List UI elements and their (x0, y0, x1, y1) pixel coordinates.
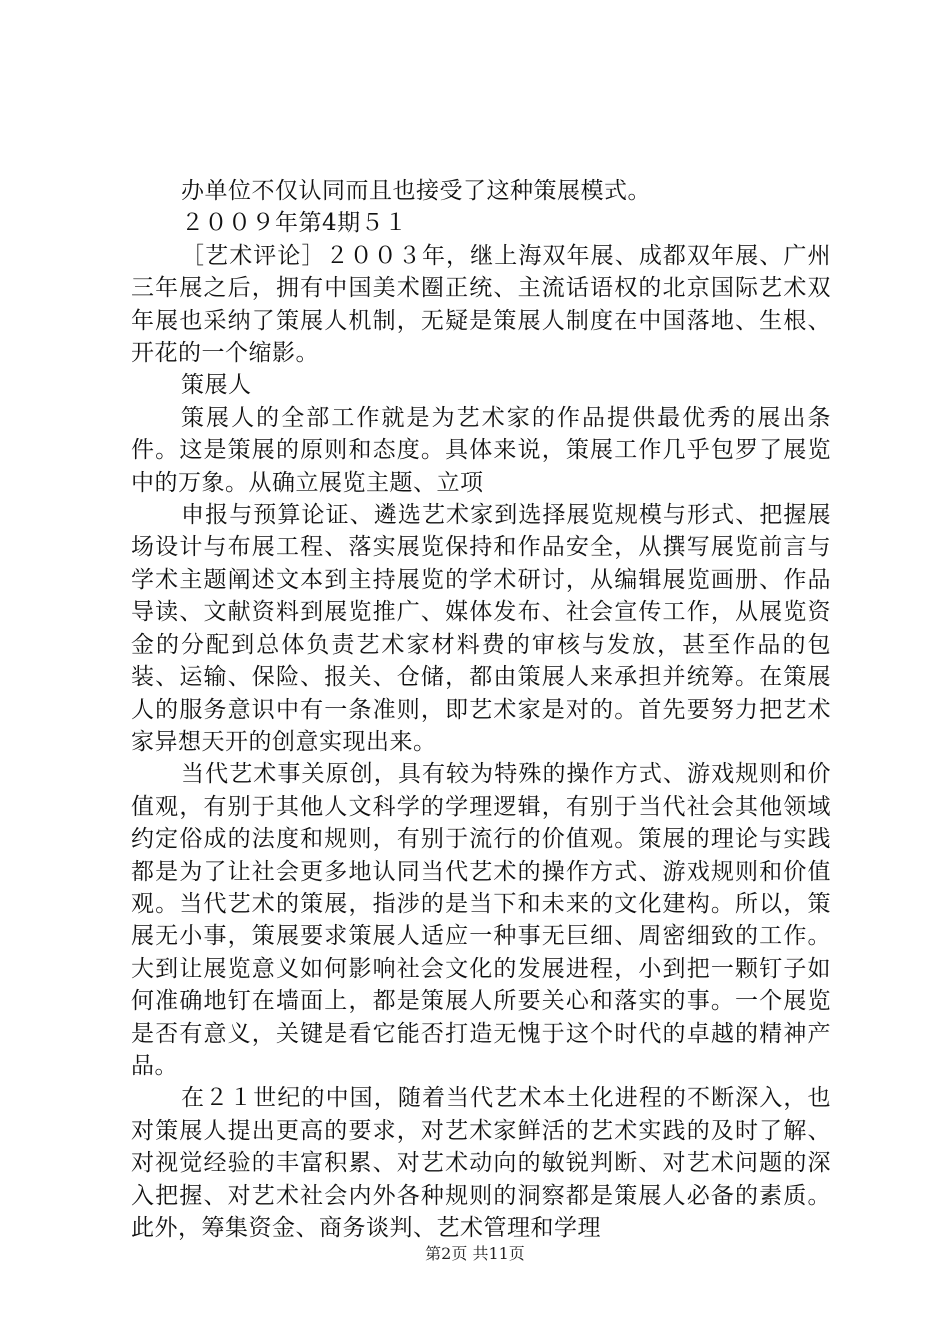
paragraph: ２００９年第4期５１ (181, 210, 408, 237)
paragraph: 申报与预算论证、遴选艺术家到选择展览规模与形式、把握展场设计与布展工程、落实展览保持和作品安全，从撰写展览前言与学术主题阐述文本到主持展览的学术研讨，从编辑展览画册、作品导读、文献资料到展览推广、媒体发布、社会宣传工作，从展览资金的分配到总体负责艺术家材料费的审核与发放，甚至作品的包装、运输、保险、报关、仓储，都由策展人来承担并统筹。在策展人的服务意识中有一条准则，即艺术家是对的。首先要努力把艺术家异想天开的创意实现出来。 (131, 502, 831, 755)
paragraph: 策展人的全部工作就是为艺术家的作品提供最优秀的展出条件。这是策展的原则和态度。具体来说，策展工作几乎包罗了展览中的万象。从确立展览主题、立项 (131, 404, 831, 496)
section-heading: 策展人 (181, 372, 252, 399)
paragraph: ［艺术评论］２００３年，继上海双年展、成都双年展、广州三年展之后，拥有中国美术圈正统、主流话语权的北京国际艺术双年展也采纳了策展人机制，无疑是策展人制度在中国落地、生根、开花的一个缩影。 (131, 242, 831, 367)
page-footer: 第2页 共11页 (425, 1244, 525, 1263)
paragraph: 当代艺术事关原创，具有较为特殊的操作方式、游戏规则和价值观，有别于其他人文科学的学理逻辑，有别于当代社会其他领域约定俗成的法度和规则，有别于流行的价值观。策展的理论与实践都是为了让社会更多地认同当代艺术的操作方式、游戏规则和价值观。当代艺术的策展，指涉的是当下和未来的文化建构。所以，策展无小事，策展要求策展人适应一种事无巨细、周密细致的工作。大到让展览意义如何影响社会文化的发展进程，小到把一颗钉子如何准确地钉在墙面上，都是策展人所要关心和落实的事。一个展览是否有意义，关键是看它能否打造无愧于这个时代的卓越的精神产品。 (131, 761, 831, 1079)
paragraph: 办单位不仅认同而且也接受了这种策展模式。 (181, 178, 651, 204)
body-text (131, 175, 831, 1244)
paragraph: 在２１世纪的中国，随着当代艺术本土化进程的不断深入，也对策展人提出更高的要求，对艺术家鲜活的艺术实践的及时了解、对视觉经验的丰富积累、对艺术动向的敏锐判断、对艺术问题的深入把握、对艺术社会内外各种规则的洞察都是策展人必备的素质。此外，筹集资金、商务谈判、艺术管理和学理 (131, 1085, 831, 1241)
